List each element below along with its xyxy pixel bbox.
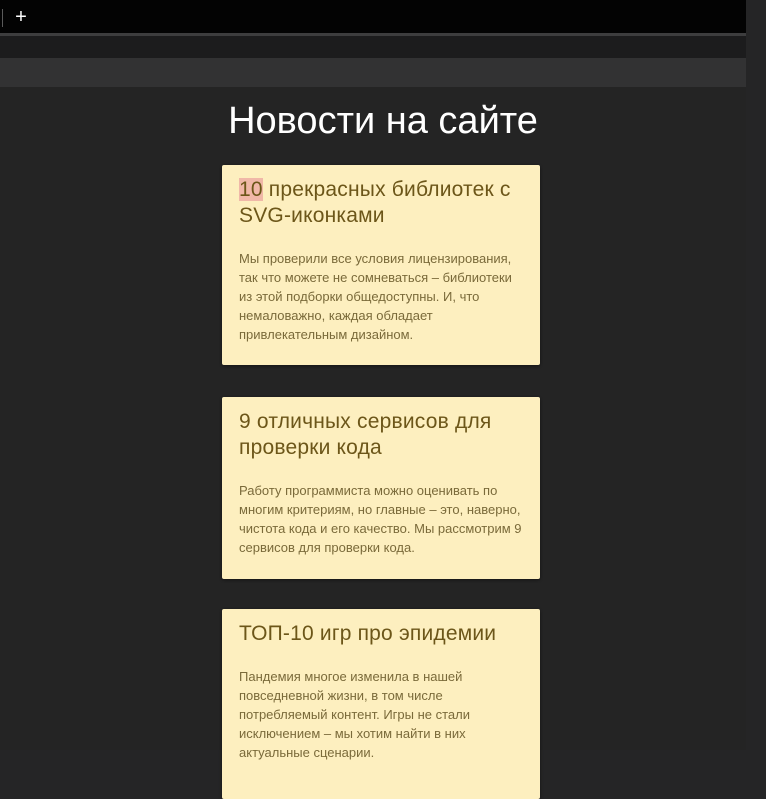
page-title: Новости на сайте	[228, 100, 538, 142]
news-card[interactable]	[222, 609, 540, 799]
news-card-text: Пандемия многое изменила в нашей повседневной жизни, в том числе потребляемый контент. Игры не стали исключением – мы хотим найти в них актуальные сценарии.	[239, 669, 470, 760]
news-card-text: Работу программиста можно оценивать по многим критериям, но главные – это, наверно, чистота кода и его качество. Мы рассмотрим 9 сервисов для проверки кода.	[239, 483, 522, 555]
news-card[interactable]	[222, 397, 540, 579]
news-card-text: Мы проверили все условия лицензирования, так что можете не сомневаться – библиотеки из этой подборки общедоступны. И, что немаловажно, каждая обладает привлекательным дизайном.	[239, 251, 512, 342]
news-card-title[interactable]: 9 отличных сервисов для проверки кода	[239, 410, 492, 459]
news-card-title[interactable]: ТОП-10 игр про эпидемии	[239, 622, 497, 645]
news-card[interactable]	[222, 165, 540, 365]
new-tab-button[interactable]: +	[15, 6, 27, 28]
news-card-title-text: прекрасных библиотек с SVG-иконками	[239, 178, 511, 227]
news-card-title[interactable]	[239, 177, 522, 229]
selected-text-highlight: 10	[239, 178, 263, 201]
browser-tab-bar	[0, 0, 746, 36]
tab-divider	[2, 9, 3, 27]
page-content	[0, 87, 746, 760]
browser-toolbar	[0, 36, 746, 58]
bookmarks-bar	[0, 58, 746, 87]
